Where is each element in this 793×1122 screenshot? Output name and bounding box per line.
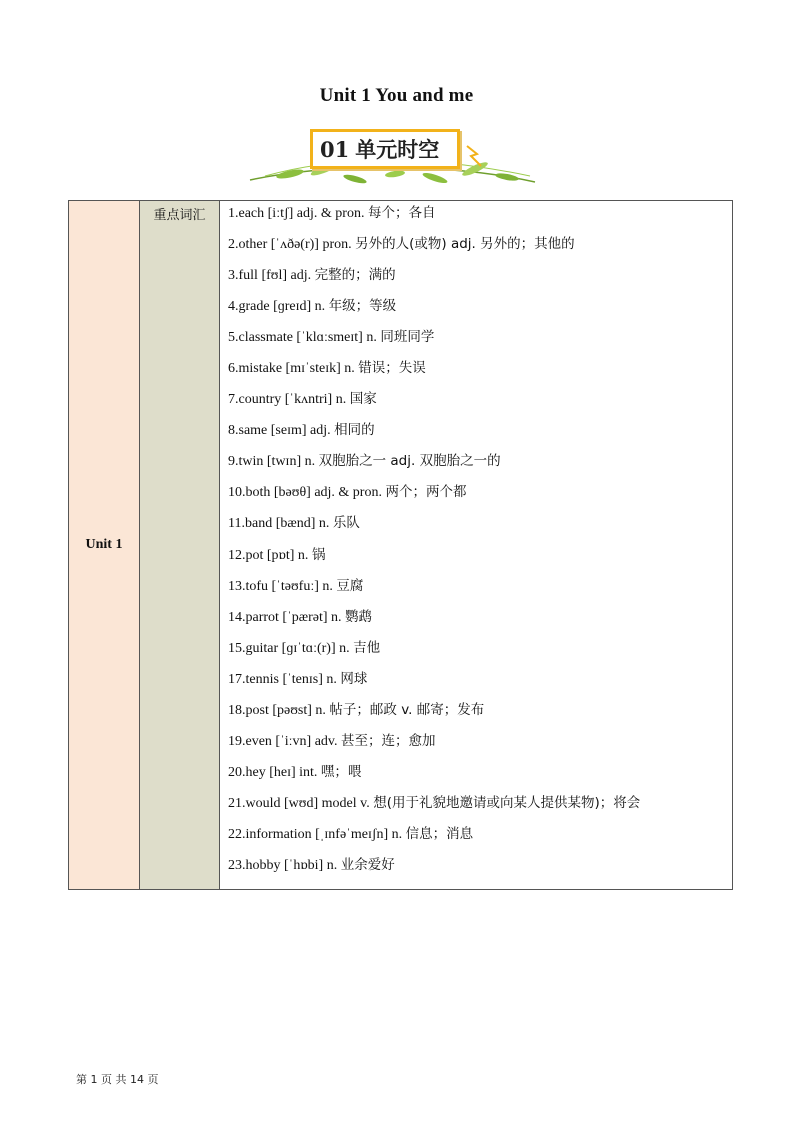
- entry-chinese: 豆腐: [336, 577, 364, 594]
- vocabulary-entry: [228, 512, 732, 543]
- entry-english: 8.same [seɪm] adj.: [228, 423, 335, 439]
- entry-chinese: 国家: [349, 391, 377, 408]
- entry-chinese: 想(用于礼貌地邀请或向某人提供某物)；将会: [373, 794, 641, 811]
- vocabulary-entry: [228, 202, 732, 233]
- entry-chinese: 嘿；喂: [320, 763, 362, 780]
- entry-chinese: 乐队: [332, 515, 360, 532]
- entry-english: 14.parrot [ˈpærət] n.: [228, 609, 346, 625]
- entry-english: 18.post [pəʊst] n.: [228, 702, 330, 718]
- vocabulary-entry: [228, 668, 732, 699]
- entry-chinese: 错误；失误: [358, 360, 426, 377]
- entry-english: 6.mistake [mɪˈsteɪk] n.: [228, 361, 359, 377]
- entry-chinese: 甚至；连；愈加: [341, 732, 436, 749]
- entry-english: 5.classmate [ˈklɑːsmeɪt] n.: [228, 330, 381, 346]
- vocabulary-entry: [228, 823, 732, 854]
- entry-english: 1.each [iːtʃ] adj. & pron.: [228, 206, 368, 221]
- entry-english: 21.would [wʊd] model v.: [228, 795, 374, 811]
- entry-english: 13.tofu [ˈtəʊfuː] n.: [228, 578, 337, 594]
- entry-english: 3.full [fʊl] adj.: [228, 268, 315, 284]
- entry-chinese: 每个；各自: [367, 205, 436, 221]
- vocabulary-entry: [228, 326, 732, 357]
- vocabulary-entry: [228, 637, 732, 668]
- banner-label: 单元时空: [355, 138, 440, 162]
- entry-chinese: 年级；等级: [328, 298, 397, 315]
- page-footer: 第 1 页 共 14 页: [76, 1073, 159, 1086]
- entry-chinese: 另外的人(或物) adj. 另外的；其他的: [355, 236, 575, 253]
- entry-english: 12.pot [pɒt] n.: [228, 547, 312, 563]
- entry-chinese: 鹦鹉: [345, 608, 373, 625]
- entry-english: 15.guitar [ɡɪˈtɑː(r)] n.: [228, 640, 354, 656]
- entry-chinese: 完整的；满的: [314, 267, 396, 284]
- vocabulary-entry: [228, 481, 732, 512]
- entry-chinese: 吉他: [353, 639, 381, 656]
- entry-english: 22.information [ˌɪnfəˈmeɪʃn] n.: [228, 826, 406, 842]
- vocabulary-entry: [228, 761, 732, 792]
- vocabulary-list: [220, 201, 733, 890]
- vocabulary-entry: [228, 792, 732, 823]
- entry-english: 11.band [bænd] n.: [228, 516, 333, 532]
- entry-english: 10.both [bəʊθ] adj. & pron.: [228, 485, 386, 501]
- entry-english: 9.twin [twɪn] n.: [228, 454, 319, 470]
- vocabulary-table: [68, 200, 733, 890]
- vocabulary-entry: [228, 264, 732, 295]
- entry-english: 23.hobby [ˈhɒbi] n.: [228, 857, 341, 873]
- entry-chinese: 信息；消息: [405, 825, 474, 842]
- vocabulary-entry: [228, 295, 732, 326]
- page-title: Unit 1 You and me: [319, 85, 474, 106]
- entry-english: 7.country [ˈkʌntri] n.: [228, 392, 350, 408]
- vocabulary-entry: [228, 357, 732, 388]
- vocabulary-entry: [228, 544, 732, 575]
- vocabulary-entry: [228, 730, 732, 761]
- category-cell: 重点词汇: [140, 201, 220, 890]
- banner-number: 01: [320, 137, 350, 162]
- entry-english: 17.tennis [ˈtenɪs] n.: [228, 671, 341, 687]
- entry-chinese: 双胞胎之一 adj. 双胞胎之一的: [318, 453, 501, 470]
- entry-english: 19.even [ˈiːvn] adv.: [228, 733, 341, 749]
- entry-chinese: 相同的: [334, 422, 375, 439]
- vocabulary-entry: [228, 450, 732, 481]
- vocabulary-entry: [228, 575, 732, 606]
- entry-english: 2.other [ˈʌðə(r)] pron.: [228, 237, 356, 253]
- vocabulary-entry: [228, 388, 732, 419]
- vocabulary-entry: [228, 699, 732, 730]
- unit-cell: Unit 1: [69, 201, 140, 890]
- entry-chinese: 帖子；邮政 v. 邮寄；发布: [329, 701, 485, 718]
- banner-heading: [320, 133, 439, 167]
- vocabulary-entry: [228, 419, 732, 450]
- entry-chinese: 同班同学: [380, 329, 435, 346]
- vocabulary-entry: [228, 854, 732, 885]
- entry-chinese: 两个；两个都: [385, 484, 467, 501]
- entry-chinese: 网球: [340, 670, 368, 687]
- entry-english: 20.hey [heɪ] int.: [228, 764, 321, 780]
- entry-chinese: 锅: [311, 546, 326, 563]
- vocabulary-entry: [228, 233, 732, 264]
- section-banner: [245, 124, 540, 190]
- entry-chinese: 业余爱好: [340, 856, 395, 873]
- vocabulary-entry: [228, 606, 732, 637]
- entry-english: 4.grade [ɡreɪd] n.: [228, 299, 329, 315]
